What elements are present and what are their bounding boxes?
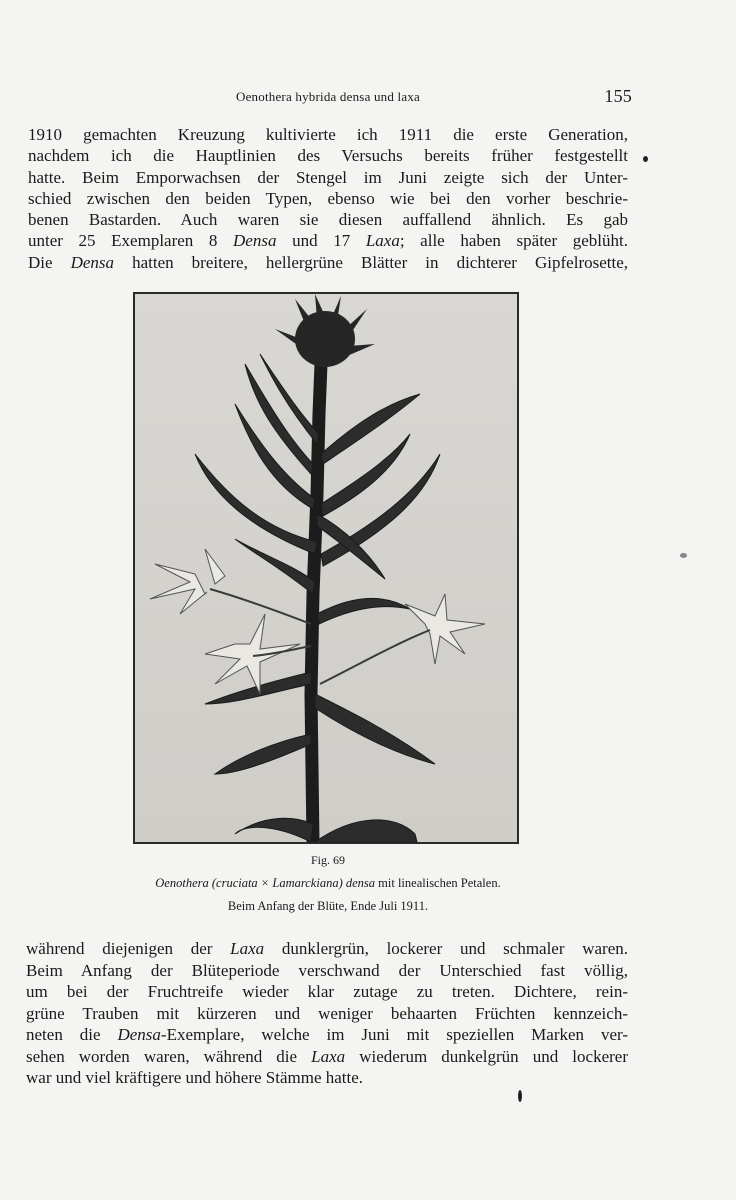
- text-line: Die Densa hatten breitere, hellergrüne Blätter in dichterer Gipfelrosette,: [28, 252, 629, 272]
- figure-caption-line-1: Oenothera (cruciata × Lamarckiana) densa mit linealischen Petalen.: [155, 876, 501, 890]
- plant-photograph: [133, 292, 519, 844]
- paragraph-bottom: [26, 938, 628, 1089]
- text-line: unter 25 Exemplaren 8 Densa und 17 Laxa; alle haben später geblüht.: [28, 231, 628, 251]
- text-line: grüne Trauben mit kürzeren und weniger behaarten Früchten kennzeich-: [26, 1003, 628, 1023]
- text-line: Beim Anfang der Blüteperiode verschwand der Unterschied fast völlig,: [26, 960, 628, 980]
- text-line: 1910 gemachten Kreuzung kultivierte ich 1911 die erste Generation,: [28, 125, 628, 144]
- text-line: benen Bastarden. Auch waren sie diesen auffallend ähnlich. Es gab: [28, 210, 628, 230]
- figure-caption-line-2: Beim Anfang der Blüte, Ende Juli 1911.: [227, 899, 429, 913]
- text-line: war und viel kräftigere und höhere Stämme hatte.: [26, 1068, 364, 1087]
- print-speck: [518, 1090, 522, 1102]
- text-line: neten die Densa-Exemplare, welche im Juni mit speziellen Marken ver-: [26, 1025, 628, 1044]
- text-line: sehen worden waren, während die Laxa wiederum dunkelgrün und lockerer: [26, 1046, 628, 1066]
- italic-term: Laxa: [311, 1046, 346, 1066]
- italic-term: Oenothera (cruciata × Lamarckiana) densa: [155, 876, 376, 890]
- italic-term: Laxa: [365, 231, 400, 251]
- text-line: schied zwischen den beiden Typen, ebenso wie bei den vorher beschrie-: [28, 188, 628, 208]
- text-line: hatte. Beim Emporwachsen der Stengel im Juni zeigte sich der Unter-: [28, 167, 628, 187]
- page-number: 155: [604, 86, 632, 106]
- italic-term: Densa: [233, 231, 277, 251]
- print-speck: [680, 553, 687, 558]
- italic-term: Densa: [70, 252, 115, 272]
- italic-term: Densa: [117, 1025, 161, 1044]
- text-line: während diejenigen der Laxa dunklergrün, lockerer und schmaler waren.: [26, 939, 628, 958]
- print-speck: [643, 156, 648, 162]
- paragraph-top: [28, 124, 628, 273]
- italic-term: Laxa: [230, 939, 265, 958]
- text-line: nachdem ich die Hauptlinien des Versuchs bereits früher festgestellt: [28, 146, 628, 166]
- header-title: Oenothera hybrida densa und laxa: [235, 89, 420, 104]
- figure-number: Fig. 69: [310, 853, 345, 867]
- text-line: um bei der Fruchtreife wieder klar zutage zu treten. Dichtere, rein-: [26, 982, 628, 1001]
